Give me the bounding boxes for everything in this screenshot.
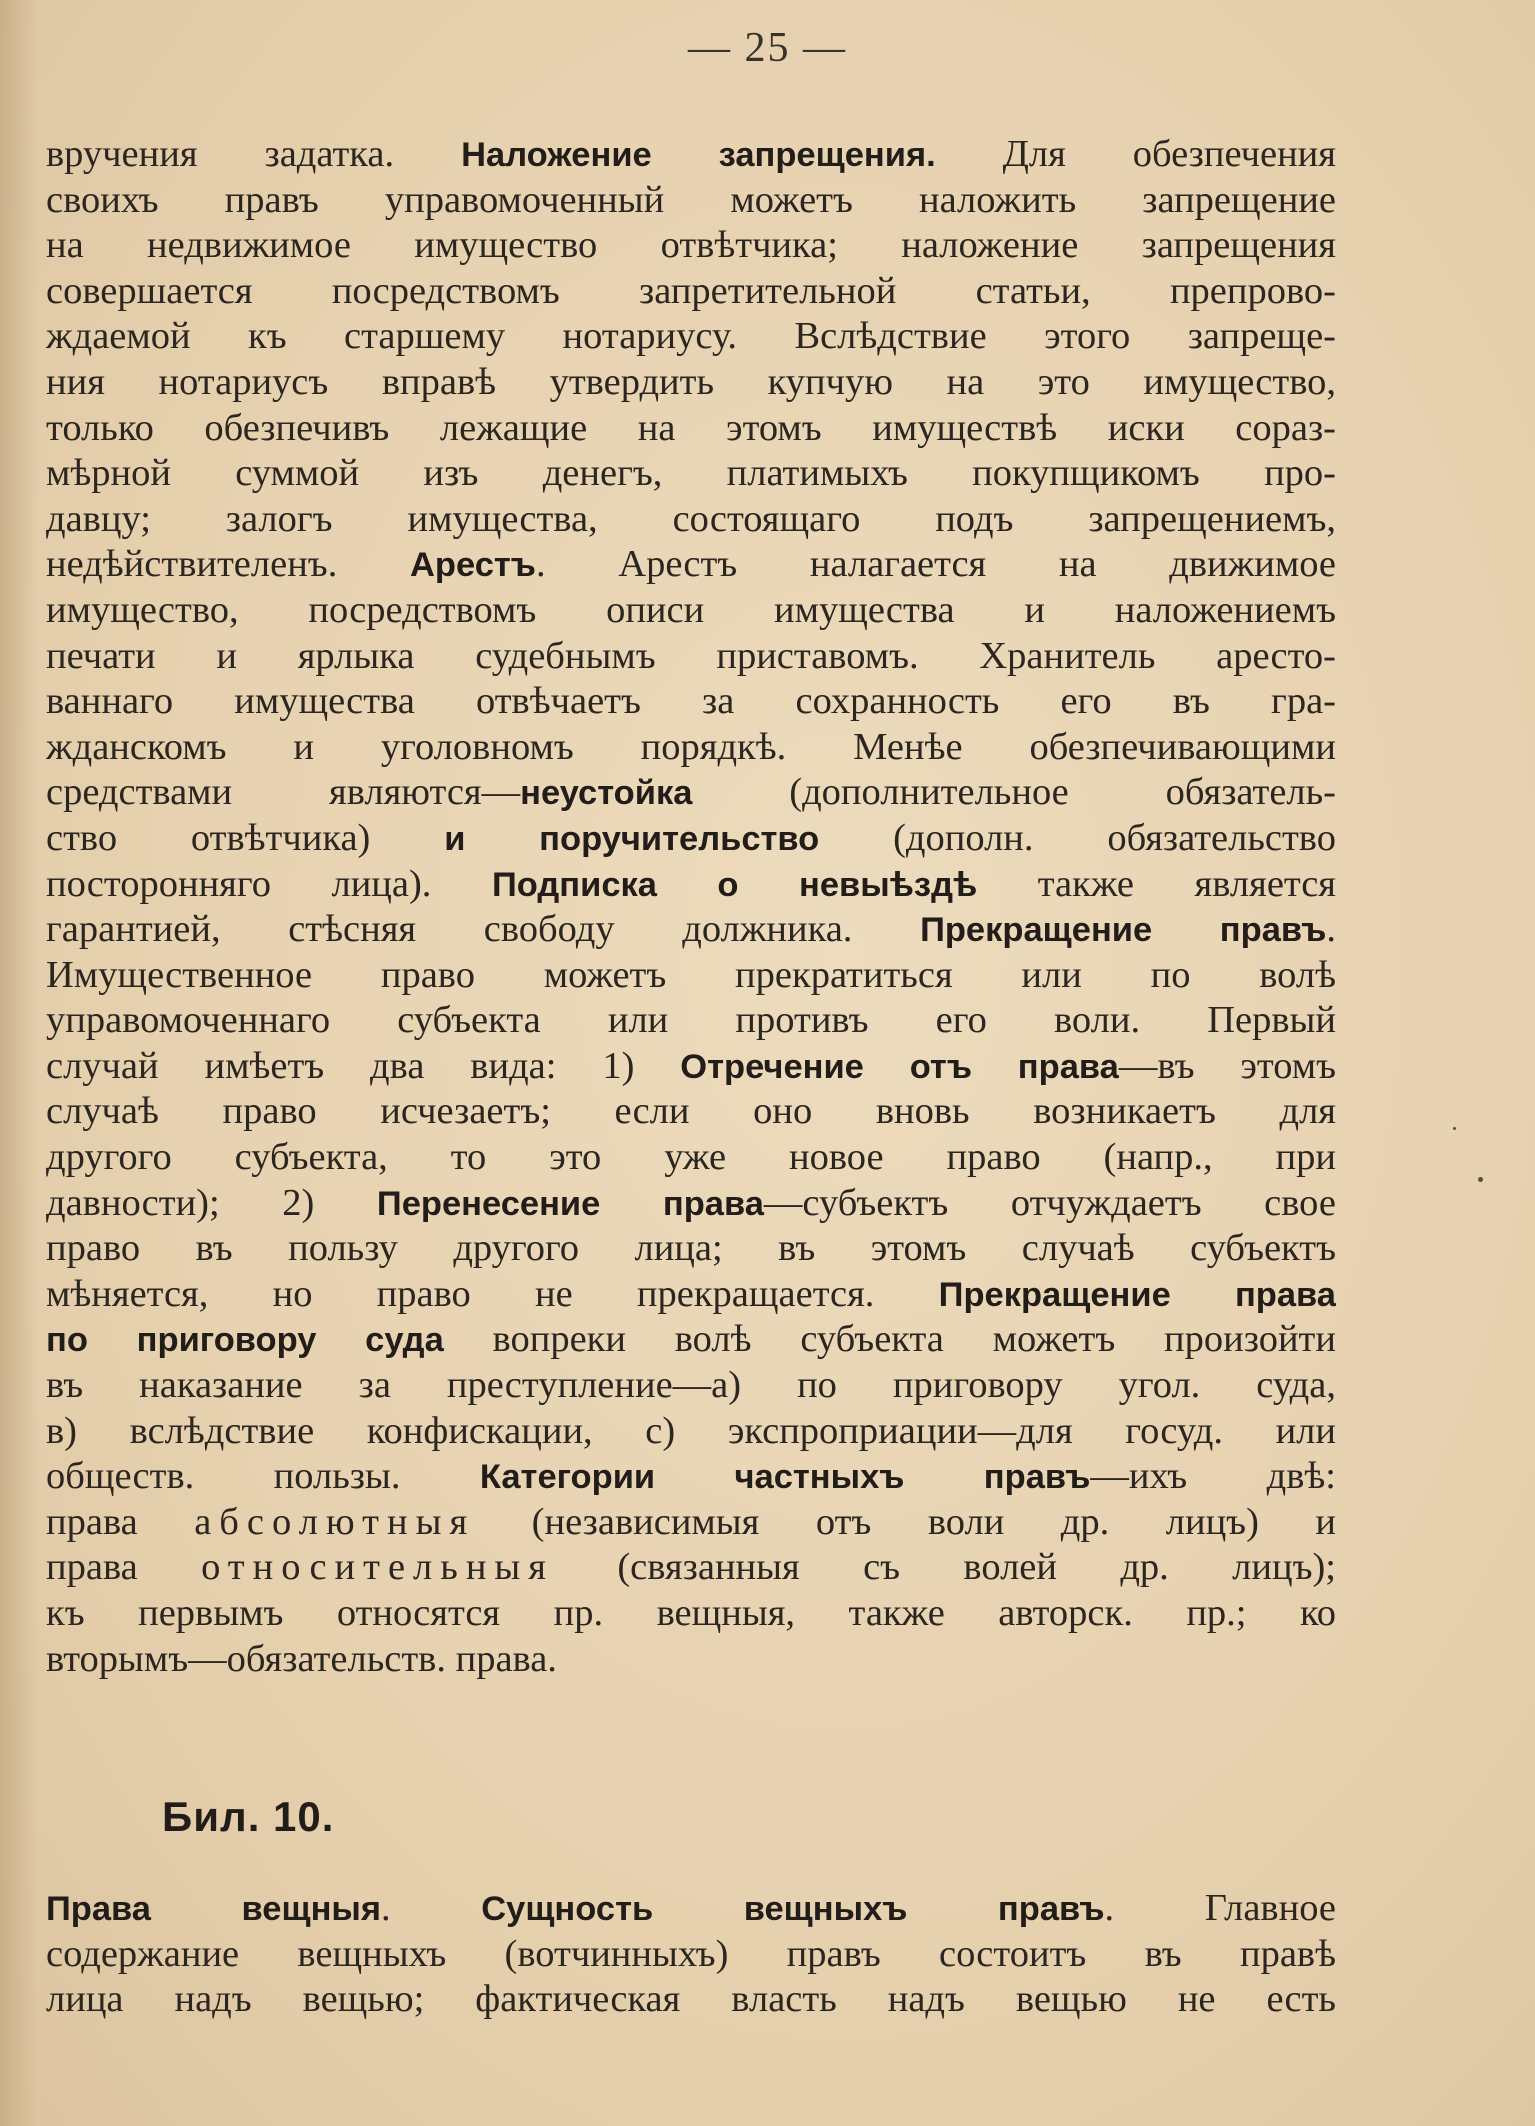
text-run: (дополнительное обязатель-: [692, 771, 1336, 814]
text-line: [46, 1272, 1336, 1318]
bold-term: Сущность вещныхъ правъ: [481, 1890, 1105, 1928]
text-run: (независимыя отъ воли др. лицъ) и: [475, 1500, 1336, 1543]
bold-term: Отречение отъ права: [680, 1047, 1119, 1086]
text-line: [46, 953, 1336, 999]
bold-term: Подписка о невыѣздѣ: [491, 865, 978, 904]
text-run: право въ пользу другого лица; въ этомъ случаѣ субъектъ: [46, 1227, 1336, 1270]
text-run: ваннаго имущества отвѣчаетъ за сохранность его въ гра-: [46, 680, 1336, 723]
text-line: [46, 770, 1336, 816]
bold-term: по приговору суда: [46, 1321, 444, 1360]
bold-term: Права вещныя: [46, 1890, 382, 1928]
text-line: [46, 862, 1336, 908]
text-run: случай имѣетъ два вида: 1): [46, 1044, 681, 1087]
text-run: къ первымъ относятся пр. вещныя, также авторск. пр.; ко: [46, 1592, 1336, 1634]
bold-term: Арестъ: [410, 546, 536, 585]
text-run: ния нотариусъ вправѣ утвердить купчую на это имущество,: [46, 360, 1336, 403]
text-run: гарантией, стѣсняя свободу должника.: [46, 908, 921, 951]
text-line: [46, 588, 1336, 634]
text-line: [46, 1454, 1336, 1500]
text-line: [46, 816, 1336, 862]
text-line: [46, 1977, 1336, 2023]
spaced-term: абсолютныя: [194, 1500, 476, 1543]
text-line: [46, 132, 1336, 178]
text-line: [46, 360, 1336, 406]
page-gutter-shadow: [0, 0, 38, 2126]
text-line: [46, 406, 1336, 452]
text-line: [46, 679, 1336, 725]
text-line: [46, 1044, 1336, 1090]
text-run: —въ этомъ: [1118, 1044, 1336, 1087]
text-line: [46, 907, 1336, 953]
text-line: [46, 1932, 1336, 1978]
text-run: ство отвѣтчика): [46, 816, 445, 859]
text-run: лица надъ вещью; фактическая власть надъ вещью не есть: [46, 1978, 1336, 2021]
text-run: .: [381, 1887, 482, 1929]
text-run: совершается посредствомъ запретительной статьи, препрово-: [46, 269, 1336, 312]
text-line: [46, 269, 1336, 315]
bold-term: неустойка: [520, 774, 693, 813]
text-line: [46, 1637, 1336, 1683]
text-run: недѣйствителенъ.: [46, 543, 410, 586]
text-run: Для обезпечения: [935, 133, 1336, 175]
text-run: (связанныя съ волей др. лицъ);: [554, 1546, 1336, 1589]
text-line: [46, 1545, 1336, 1591]
text-run: вопреки волѣ субъекта можетъ произойти: [443, 1318, 1336, 1361]
spaced-term: относительныя: [201, 1546, 554, 1589]
ink-speck: [1453, 1127, 1456, 1130]
text-line: [46, 998, 1336, 1044]
text-run: —субъектъ отчуждаетъ свое: [763, 1181, 1336, 1224]
paragraph-2: [46, 1886, 1336, 2023]
text-run: имущество, посредствомъ описи имущества и наложениемъ: [46, 588, 1336, 631]
text-run: управомоченнаго субъекта или противъ его воли. Первый: [46, 999, 1336, 1042]
text-line: [46, 223, 1336, 269]
text-run: печати и ярлыка судебнымъ приставомъ. Хранитель аресто-: [46, 634, 1336, 677]
text-run: средствами являются—: [46, 771, 521, 814]
text-line: [46, 451, 1336, 497]
text-line: [46, 497, 1336, 543]
text-line: [46, 725, 1336, 771]
page-number: — 25 —: [688, 25, 847, 71]
text-line: [46, 1135, 1336, 1181]
text-line: [46, 1317, 1336, 1363]
text-run: . Арестъ налагается на движимое: [535, 543, 1336, 586]
bold-term: Перенесение права: [376, 1184, 764, 1223]
text-line: [46, 1363, 1336, 1409]
text-run: въ наказание за преступление—а) по приговору угол. суда,: [46, 1364, 1336, 1407]
text-line: [46, 1089, 1336, 1135]
text-run: содержание вещныхъ (вотчинныхъ) правъ состоитъ въ правѣ: [46, 1932, 1336, 1975]
text-run: ждаемой къ старшему нотариусу. Вслѣдствие этого запреще-: [46, 315, 1336, 358]
text-run: —ихъ двѣ:: [1090, 1455, 1336, 1498]
text-run: обществ. пользы.: [46, 1455, 480, 1498]
bold-term: Прекращение права: [938, 1275, 1336, 1314]
text-line: [46, 178, 1336, 224]
text-run: только обезпечивъ лежащие на этомъ имуществѣ иски сораз-: [46, 406, 1336, 449]
text-line: [46, 542, 1336, 588]
text-run: другого субъекта, то это уже новое право (напр., при: [46, 1136, 1336, 1179]
text-run: на недвижимое имущество отвѣтчика; наложение запрещения: [46, 224, 1336, 267]
ink-speck: [1478, 1177, 1483, 1182]
text-line: [46, 1226, 1336, 1272]
text-run: .: [1326, 908, 1336, 951]
text-run: права: [46, 1546, 202, 1589]
bold-term: Прекращение правъ: [920, 911, 1327, 950]
text-run: вручения задатка.: [46, 133, 462, 175]
text-run: права: [46, 1500, 195, 1543]
text-run: своихъ правъ управомоченный можетъ наложить запрещение: [46, 178, 1336, 221]
text-run: давцу; залогъ имущества, состоящаго подъ запрещениемъ,: [46, 497, 1336, 540]
text-run: давности); 2): [46, 1181, 377, 1224]
bold-term: Наложение запрещения.: [461, 136, 936, 174]
text-run: мѣрной суммой изъ денегъ, платимыхъ покупщикомъ про-: [46, 452, 1336, 495]
text-line: [46, 1886, 1336, 1932]
bold-term: Категории частныхъ правъ: [479, 1458, 1091, 1497]
text-run: вторымъ—обязательств. права.: [46, 1637, 557, 1680]
text-line: [46, 1409, 1336, 1455]
ticket-heading: Бил. 10.: [162, 1793, 335, 1840]
text-run: жданскомъ и уголовномъ порядкѣ. Менѣе обезпечивающими: [46, 725, 1336, 768]
text-run: случаѣ право исчезаетъ; если оно вновь возникаетъ для: [46, 1090, 1336, 1133]
text-run: Имущественное право можетъ прекратиться или по волѣ: [46, 953, 1336, 996]
text-run: (дополн. обязательство: [819, 816, 1336, 859]
text-line: [46, 314, 1336, 360]
text-run: мѣняется, но право не прекращается.: [46, 1272, 939, 1315]
text-run: также является: [977, 862, 1336, 905]
bold-term: и поручительство: [444, 819, 820, 858]
text-run: посторонняго лица).: [46, 862, 492, 905]
text-line: [46, 1591, 1336, 1637]
text-run: . Главное: [1104, 1887, 1336, 1929]
text-line: [46, 634, 1336, 680]
paragraph-1: [46, 132, 1336, 1682]
text-line: [46, 1500, 1336, 1546]
text-line: [46, 1181, 1336, 1227]
text-run: в) вслѣдствие конфискации, с) экспроприации—для госуд. или: [46, 1409, 1336, 1452]
